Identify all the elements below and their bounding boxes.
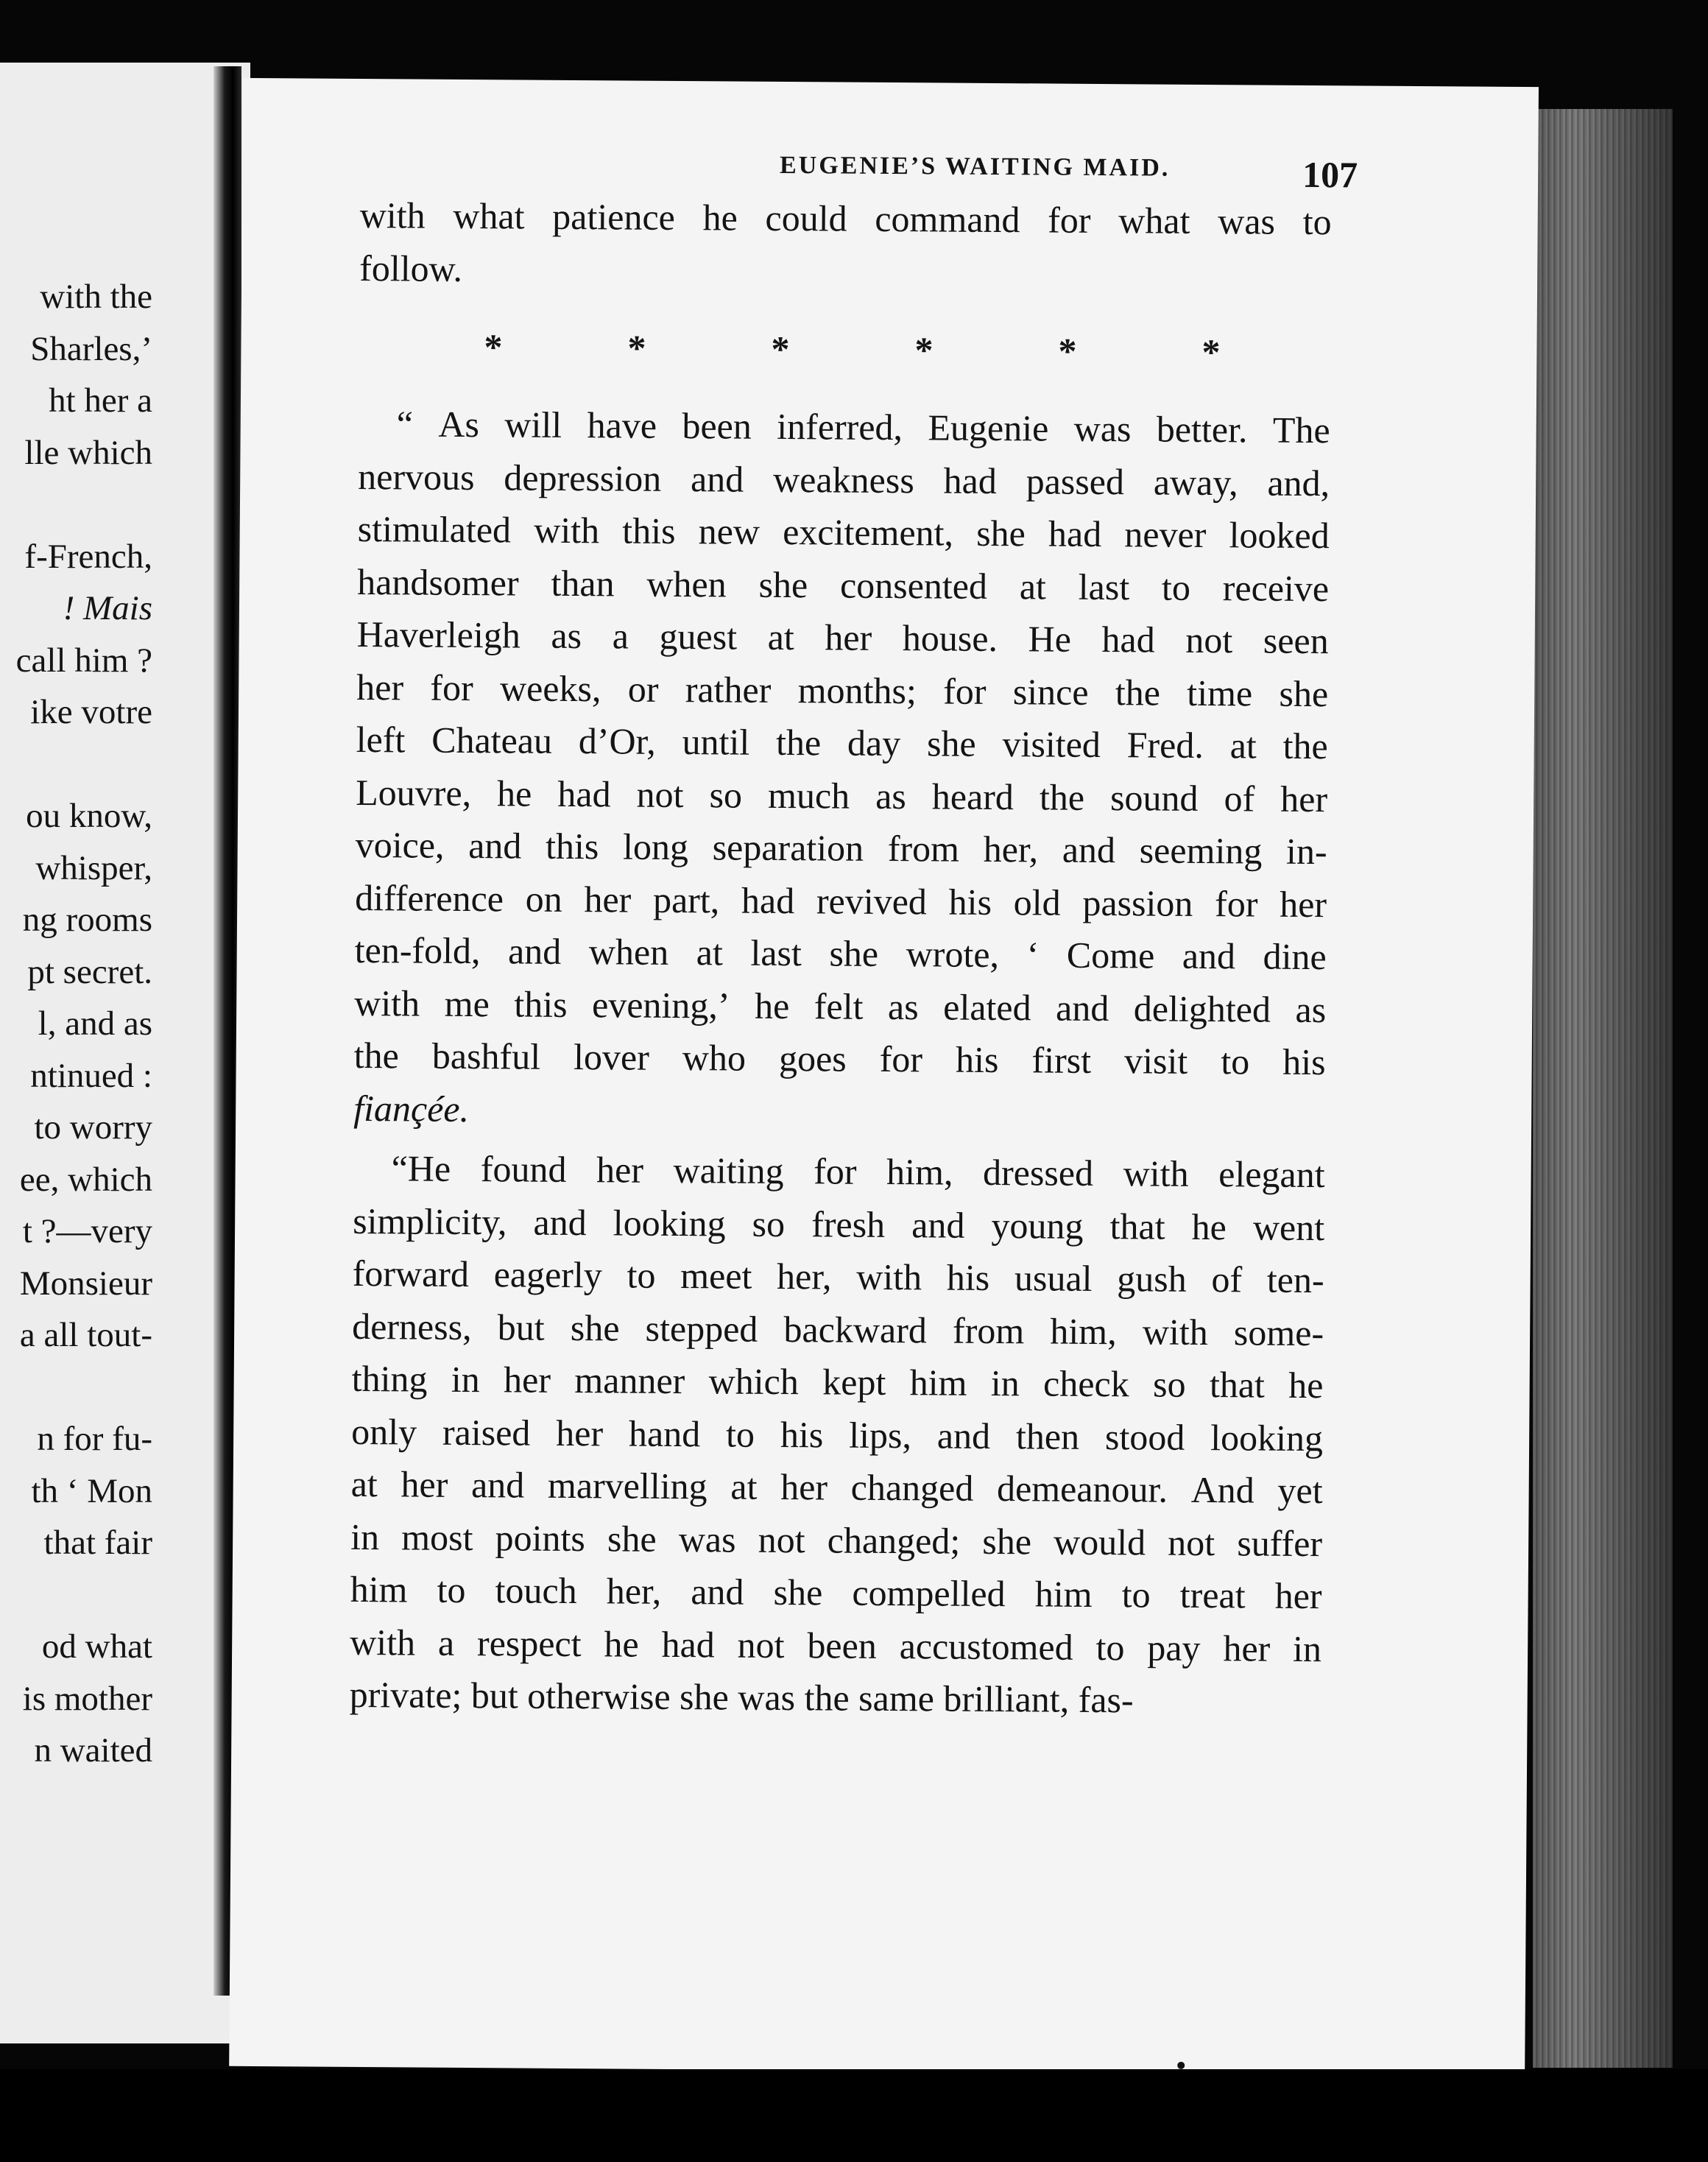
left-page-line: ike votre bbox=[30, 693, 152, 731]
text-line: difference on her part, had revived his old passion for her bbox=[355, 876, 1327, 925]
left-page-line: a all tout- bbox=[19, 1316, 152, 1354]
star-glyph: * bbox=[914, 329, 934, 371]
text-line: fiançée. bbox=[353, 1087, 470, 1130]
text-line: “ As will have been inferred, Eugenie was better. The bbox=[396, 403, 1330, 451]
left-page-line: Monsieur bbox=[19, 1264, 152, 1303]
text-line: ten-fold, and when at last she wrote, ‘ Come and dine bbox=[354, 929, 1327, 978]
left-page-line: ntinued : bbox=[30, 1056, 152, 1095]
text-line: “He found her waiting for him, dressed with elegant bbox=[391, 1147, 1325, 1196]
text-line: Louvre, he had not so much as heard the sound of her bbox=[356, 771, 1328, 820]
text-line: the bashful lover who goes for his first visit to his bbox=[353, 1034, 1326, 1083]
left-page-line: n waited bbox=[34, 1731, 152, 1770]
text-line: derness, but she stepped backward from him, with some- bbox=[351, 1305, 1324, 1353]
left-page-line: ng rooms bbox=[22, 901, 152, 939]
text-line: handsomer than when she consented at last to receive bbox=[357, 560, 1330, 609]
star-glyph: * bbox=[627, 327, 646, 369]
left-page-line: f-French, bbox=[24, 537, 152, 576]
left-page-line: ee, which bbox=[19, 1160, 152, 1199]
text-line: her for weeks, or rather months; for since the time she bbox=[356, 666, 1329, 714]
star-glyph: * bbox=[1201, 331, 1221, 373]
book-page bbox=[229, 78, 1539, 2075]
star-glyph: * bbox=[771, 328, 790, 370]
text-line: simplicity, and looking so fresh and young that he went bbox=[352, 1200, 1325, 1248]
previous-page bbox=[0, 63, 250, 2043]
text-line: thing in her manner which kept him in check so that he bbox=[351, 1357, 1324, 1406]
left-page-line: Sharles,’ bbox=[30, 329, 152, 368]
left-page-line: th ‘ Mon bbox=[31, 1471, 152, 1510]
text-line: with what patience he could command for what was to bbox=[359, 194, 1332, 243]
scan-background bbox=[0, 2069, 1708, 2162]
page-number: 107 bbox=[1302, 153, 1358, 196]
text-line: follow. bbox=[359, 247, 463, 289]
left-page-line: od what bbox=[41, 1627, 152, 1666]
text-line: at her and marvelling at her changed demeanour. And yet bbox=[350, 1462, 1323, 1512]
text-line: only raised her hand to his lips, and then stood looking bbox=[351, 1410, 1324, 1459]
star-glyph: * bbox=[1058, 330, 1077, 372]
left-page-line: n for fu- bbox=[37, 1420, 152, 1458]
running-head: EUGENIE’S WAITING MAID. bbox=[779, 151, 1171, 182]
left-page-line: ht her a bbox=[49, 381, 152, 420]
star-glyph: * bbox=[484, 326, 503, 368]
section-break-stars bbox=[359, 295, 1331, 404]
text-line: him to touch her, and she compelled him to treat her bbox=[350, 1568, 1322, 1617]
paragraph-2 bbox=[349, 1142, 1324, 1728]
text-line: with a respect he had not been accustomed to pay her in bbox=[350, 1621, 1322, 1669]
left-page-line: ou know, bbox=[26, 797, 152, 835]
left-page-line: that fair bbox=[43, 1524, 152, 1562]
text-line: with me this evening,’ he felt as elated and delighted as bbox=[354, 982, 1327, 1030]
left-page-line: pt secret. bbox=[27, 952, 152, 991]
paragraph-1 bbox=[353, 398, 1330, 1141]
text-line: nervous depression and weakness had passed away, and, bbox=[358, 455, 1330, 504]
text-line: Haverleigh as a guest at her house. He had not seen bbox=[356, 613, 1329, 662]
left-page-line: lle which bbox=[24, 433, 152, 472]
left-page-line: t ?—very bbox=[22, 1212, 152, 1250]
text-line: left Chateau d’Or, until the day she visited Fred. at the bbox=[356, 718, 1328, 767]
left-page-line: whisper, bbox=[35, 848, 152, 887]
text-line: private; but otherwise she was the same brilliant, fas- bbox=[349, 1673, 1134, 1721]
text-line: stimulated with this new excitement, she had never looked bbox=[357, 507, 1330, 557]
left-page-line: with the bbox=[40, 278, 152, 316]
opening-lines bbox=[359, 189, 1332, 301]
text-line: in most points she was not changed; she would not suffer bbox=[350, 1515, 1323, 1564]
ink-dot bbox=[1177, 2062, 1185, 2069]
left-page-line: l, and as bbox=[38, 1004, 152, 1043]
left-page-line: ! Mais bbox=[63, 589, 152, 627]
text-line: forward eagerly to meet her, with his usual gush of ten- bbox=[352, 1252, 1324, 1301]
page-edges-shadow bbox=[1533, 109, 1673, 2068]
page-text bbox=[349, 189, 1331, 1728]
text-line: voice, and this long separation from her, and seeming in- bbox=[355, 823, 1327, 873]
left-page-line: to worry bbox=[34, 1108, 152, 1147]
left-page-line: is mother bbox=[22, 1679, 152, 1718]
left-page-line: call him ? bbox=[15, 641, 152, 680]
